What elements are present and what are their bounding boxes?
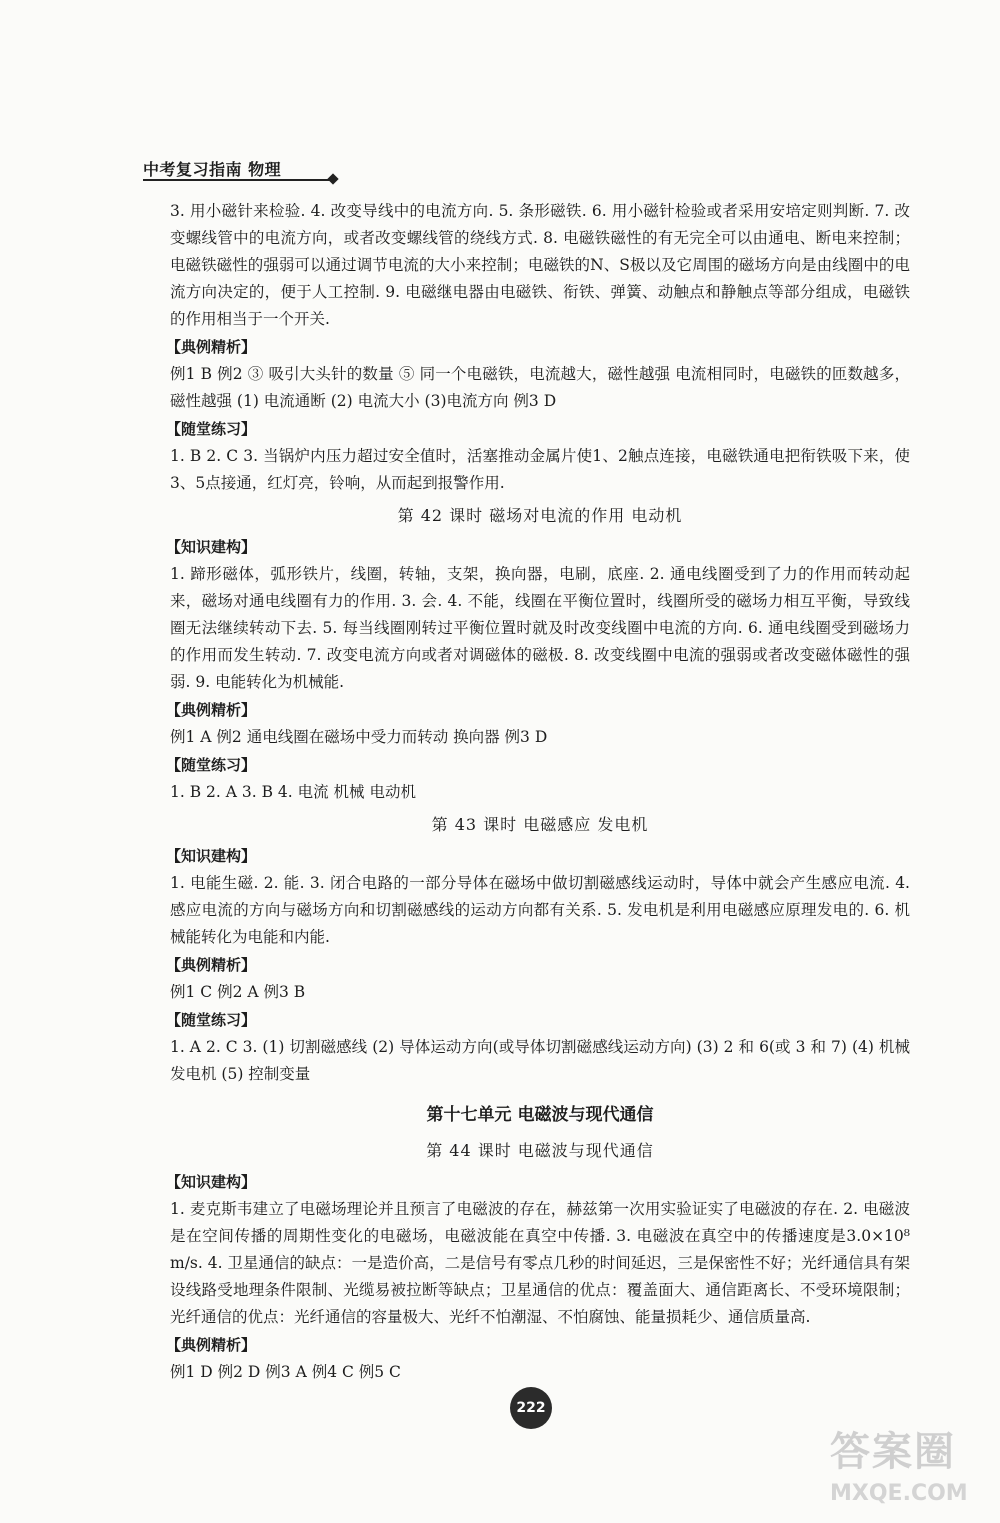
paragraph: 例1 D 例2 D 例3 A 例4 C 例5 C [170,1363,401,1381]
section-tag: 【知识建构】 [166,847,257,865]
section-tag: 【知识建构】 [166,1173,257,1191]
section-tag: 【随堂练习】 [166,756,257,774]
paragraph: 1. B 2. C 3. 当锅炉内压力超过安全值时，活塞推动金属片使1、2触点连接，电磁铁通电把衔铁吸下来，使3、5点接通，红灯亮，铃响，从而起到报警作用. [170,447,910,492]
paragraph: 3. 用小磁针来检验. 4. 改变导线中的电流方向. 5. 条形磁铁. 6. 用小磁针检验或者采用安培定则判断. 7. 改变螺线管中的电流方向，或者改变螺线管的绕线方式. 8. 电磁铁磁性的有无完全可以由通电、断电来控制；电磁铁磁性的强弱可以通过调节电流的大小来控制；电磁铁的N、S极以及它周围的磁场方向是由线圈中的电流方向决定的，便于人工控制. 9. 电磁继电器由电磁铁、衔铁、弹簧、动触点和静触点等部分组成，电磁铁的作用相当于一个开关. [170,202,910,328]
section-tag: 【典例精析】 [166,1336,257,1354]
header-title: 中考复习指南 物理 [143,160,282,179]
watermark-url: MXQE.COM [830,1481,968,1506]
lesson-title: 第 44 课时 电磁波与现代通信 [426,1141,654,1160]
paragraph: 1. 麦克斯韦建立了电磁场理论并且预言了电磁波的存在，赫兹第一次用实验证实了电磁波的存在. 2. 电磁波是在空间传播的周期性变化的电磁场，电磁波能在真空中传播. 3. 电磁波在真空中的传播速度是3.0×10⁸ m/s. 4. 卫星通信的缺点：一是造价高，二是信号有零点几秒的时间延迟，三是保密性不好；光纤通信具有架设线路受地理条件限制、光缆易被拉断等缺点；卫星通信的优点：覆盖面大、通信距离长、不受环境限制；光纤通信的优点：光纤通信的容量极大、光纤不怕潮湿、不怕腐蚀、能量损耗少、通信质量高. [170,1200,910,1326]
section-tag: 【随堂练习】 [166,1011,257,1029]
paragraph: 1. 蹄形磁体，弧形铁片，线圈，转轴，支架，换向器，电刷，底座. 2. 通电线圈受到了力的作用而转动起来，磁场对通电线圈有力的作用. 3. 会. 4. 不能，线圈在平衡位置时，线圈所受的磁场力相互平衡，导致线圈无法继续转动下去. 5. 每当线圈刚转过平衡位置时就及时改变线圈中电流的方向. 6. 通电线圈受到磁场力的作用而发生转动. 7. 改变电流方向或者对调磁体的磁极. 8. 改变线圈中电流的强弱或者改变磁体磁性的强弱. 9. 电能转化为机械能. [170,565,910,691]
page-body [166,198,910,1386]
running-header [143,157,343,187]
watermark-logo: 答案圈 [830,1429,956,1475]
watermark [830,1420,990,1515]
section-tag: 【知识建构】 [166,538,257,556]
header-rule [143,179,333,181]
paragraph: 1. A 2. C 3. (1) 切割磁感线 (2) 导体运动方向(或导体切割磁感线运动方向) (3) 2 和 6(或 3 和 7) (4) 机械 发电机 (5) 控制变量 [170,1038,910,1083]
section-tag: 【随堂练习】 [166,420,257,438]
paragraph: 例1 A 例2 通电线圈在磁场中受力而转动 换向器 例3 D [170,728,548,746]
paragraph: 1. 电能生磁. 2. 能. 3. 闭合电路的一部分导体在磁场中做切割磁感线运动时，导体中就会产生感应电流. 4. 感应电流的方向与磁场方向和切割磁感线的运动方向都有关系. 5. 发电机是利用电磁感应原理发电的. 6. 机械能转化为电能和内能. [170,874,910,946]
paragraph: 1. B 2. A 3. B 4. 电流 机械 电动机 [170,783,416,801]
section-tag: 【典例精析】 [166,701,257,719]
lesson-title: 第 43 课时 电磁感应 发电机 [431,815,649,834]
page-number: 222 [510,1387,552,1429]
paragraph: 例1 C 例2 A 例3 B [170,983,306,1001]
unit-title: 第十七单元 电磁波与现代通信 [426,1105,654,1125]
lesson-title: 第 42 课时 磁场对电流的作用 电动机 [397,506,683,525]
section-tag: 【典例精析】 [166,338,257,356]
paragraph: 例1 B 例2 ③ 吸引大头针的数量 ⑤ 同一个电磁铁，电流越大，磁性越强 电流相同时，电磁铁的匝数越多，磁性越强 (1) 电流通断 (2) 电流大小 (3)电流方向 例3 D [170,365,910,410]
section-tag: 【典例精析】 [166,956,257,974]
